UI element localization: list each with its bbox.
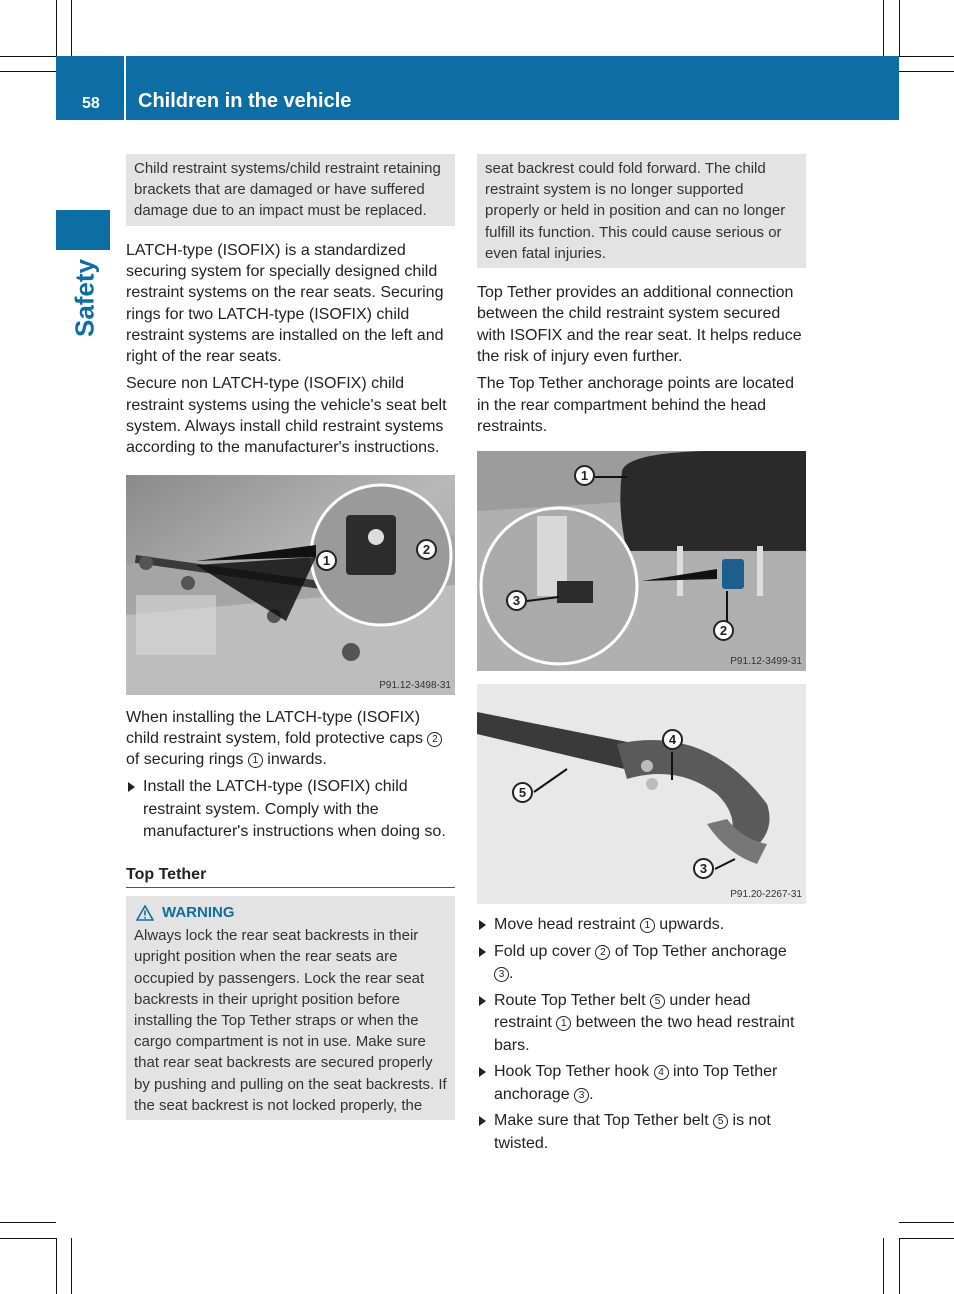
chapter-title: Children in the vehicle bbox=[138, 90, 352, 112]
instruction-step: Hook Top Tether hook 4 into Top Tether anchorage 3 . bbox=[477, 1061, 806, 1106]
ref-number: 3 bbox=[494, 967, 509, 982]
figure-top-tether-hook bbox=[477, 684, 806, 904]
warning-text: Always lock the rear seat backrests in their upright position when the rear seats are occupied by passengers. Lock the rear seat backrests in their upright position before installing the Top Tether straps or when the cargo compartment is not in use. Make sure that rear seat backrests are secured properly by pushing and pulling on the seat backrests. If the seat backrest is not locked properly, the bbox=[134, 927, 447, 1114]
right-column bbox=[477, 154, 806, 1155]
instruction-step: Route Top Tether belt 5 under head restraint 1 between the two head restraint bars. bbox=[477, 990, 806, 1058]
ref-number: 1 bbox=[640, 918, 655, 933]
crop-mark bbox=[71, 0, 72, 56]
notice-box: Child restraint systems/child restraint retaining brackets that are damaged or have suffered damage due to an impact must be replaced. bbox=[126, 154, 455, 226]
side-tab-label: Safety bbox=[69, 258, 100, 338]
crop-mark bbox=[899, 71, 954, 72]
crop-mark bbox=[899, 1238, 954, 1239]
head-restraint-illustration bbox=[477, 451, 806, 671]
crop-mark bbox=[899, 1222, 954, 1223]
ref-number: 2 bbox=[595, 945, 610, 960]
paragraph: The Top Tether anchorage points are located in the rear compartment behind the head restraints. bbox=[477, 375, 794, 435]
crop-mark bbox=[56, 1238, 57, 1294]
instruction-step: Fold up cover 2 of Top Tether anchorage 3 . bbox=[477, 941, 806, 986]
page-number: 58 bbox=[82, 95, 100, 112]
crop-mark bbox=[899, 0, 900, 56]
callout-4: 4 bbox=[662, 729, 683, 750]
figure-code: P91.12-3499-31 bbox=[730, 656, 802, 668]
crop-mark bbox=[0, 71, 56, 72]
warning-triangle-icon bbox=[136, 905, 154, 921]
callout-1: 1 bbox=[316, 550, 337, 571]
bullet-arrow-icon bbox=[479, 996, 486, 1006]
callout-3: 3 bbox=[506, 590, 527, 611]
bullet-arrow-icon bbox=[479, 920, 486, 930]
figure-code: P91.12-3498-31 bbox=[379, 679, 451, 691]
warning-continued-box: seat backrest could fold forward. The child restraint system is no longer supported properly or held in position and can no longer fulfill its function. This could cause serious or even fatal injuries. bbox=[477, 154, 806, 268]
figure-isofix-rings bbox=[126, 475, 455, 695]
instruction-step: Install the LATCH-type (ISOFIX) child restraint system. Comply with the manufacturer's instructions when doing so. bbox=[126, 776, 455, 844]
paragraph: When installing the LATCH-type (ISOFIX) child restraint system, fold protective caps 2 of securing rings 1 inwards. bbox=[126, 707, 455, 771]
side-tab bbox=[56, 210, 110, 250]
instruction-step: Move head restraint 1 upwards. bbox=[477, 914, 806, 937]
ref-number: 5 bbox=[713, 1114, 728, 1129]
isofix-illustration bbox=[126, 475, 455, 695]
paragraph: LATCH-type (ISOFIX) is a standardized securing system for specially designed child restraint systems on the rear seats. Securing rings for two LATCH-type (ISOFIX) child restraint systems are installed on the left and right of the rear seats. bbox=[126, 241, 444, 366]
figure-code: P91.20-2267-31 bbox=[730, 889, 802, 901]
warning-box bbox=[126, 896, 455, 1120]
callout-3: 3 bbox=[693, 858, 714, 879]
crop-mark bbox=[0, 1238, 56, 1239]
ref-number: 5 bbox=[650, 994, 665, 1009]
instruction-step: Make sure that Top Tether belt 5 is not twisted. bbox=[477, 1110, 806, 1155]
ref-1: 1 bbox=[248, 753, 263, 768]
ref-number: 4 bbox=[654, 1065, 669, 1080]
crop-mark bbox=[56, 0, 57, 56]
crop-mark bbox=[883, 1238, 884, 1294]
callout-2: 2 bbox=[416, 539, 437, 560]
callout-1: 1 bbox=[574, 465, 595, 486]
bullet-arrow-icon bbox=[479, 1067, 486, 1077]
crop-mark bbox=[899, 56, 954, 57]
paragraph: Secure non LATCH-type (ISOFIX) child restraint systems using the vehicle's seat belt system. Always install child restraint systems according to the manufacturer's instructions. bbox=[126, 375, 447, 457]
section-heading: Top Tether bbox=[126, 866, 455, 888]
callout-5: 5 bbox=[512, 782, 533, 803]
callout-2: 2 bbox=[713, 620, 734, 641]
ref-2: 2 bbox=[427, 732, 442, 747]
paragraph: Top Tether provides an additional connection between the child restraint system secured with ISOFIX and the rear seat. It helps reduce the risk of injury even further. bbox=[477, 284, 802, 365]
ref-number: 3 bbox=[574, 1088, 589, 1103]
ref-number: 1 bbox=[556, 1016, 571, 1031]
bullet-arrow-icon bbox=[479, 1116, 486, 1126]
crop-mark bbox=[0, 56, 56, 57]
bullet-arrow-icon bbox=[128, 782, 135, 792]
crop-mark bbox=[71, 1238, 72, 1294]
bullet-arrow-icon bbox=[479, 947, 486, 957]
header-divider bbox=[124, 56, 126, 120]
left-column bbox=[126, 154, 455, 1120]
crop-mark bbox=[899, 1238, 900, 1294]
figure-head-restraint bbox=[477, 451, 806, 671]
warning-header: WARNING bbox=[134, 902, 447, 923]
crop-mark bbox=[0, 1222, 56, 1223]
crop-mark bbox=[883, 0, 884, 56]
